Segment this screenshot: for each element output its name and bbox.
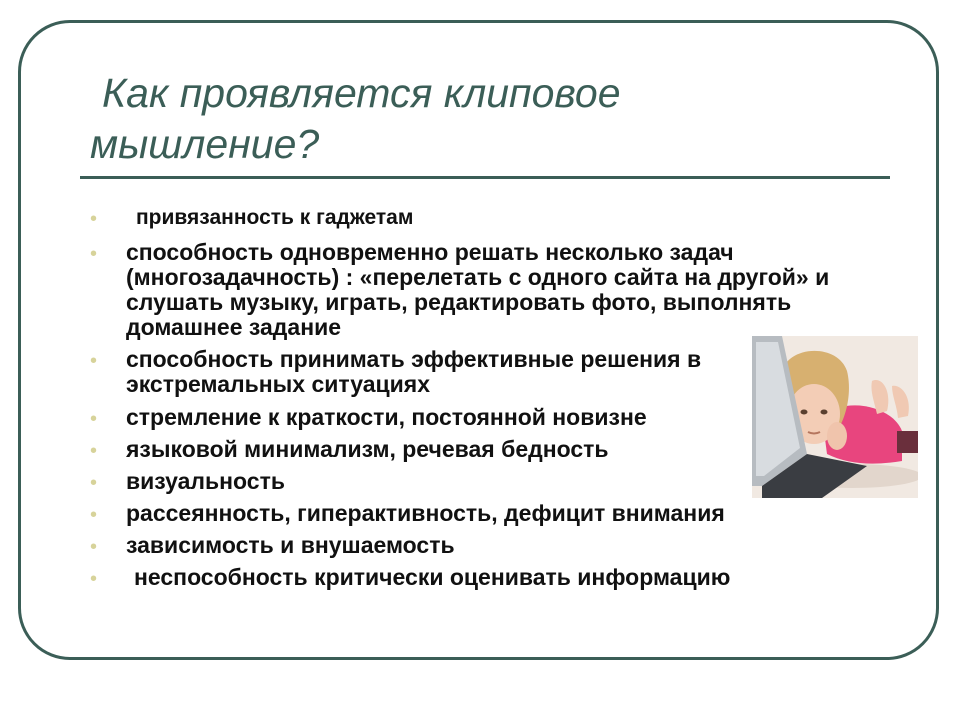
bullet-icon: •	[90, 536, 98, 558]
bullet-icon: •	[90, 568, 98, 590]
child-with-laptop-icon	[752, 336, 918, 498]
bullet-icon: •	[90, 504, 98, 526]
bullet-list	[90, 205, 850, 590]
bullet-icon: •	[90, 350, 98, 372]
bullet-icon: •	[90, 472, 98, 494]
list-item: • способность одновременно решать несколько задач (многозадачность) : «перелетать с одного сайта на другой» и слушать музыку, играть, редактировать фото, выполнять домашнее задание	[90, 239, 830, 340]
slide-title	[90, 68, 850, 170]
bullet-icon: •	[90, 243, 98, 265]
title-line-1: Как проявляется клиповое	[102, 70, 621, 116]
bullet-icon: •	[90, 440, 98, 462]
list-item: • стремление к краткости, постоянной новизне	[90, 404, 647, 430]
list-item: • зависимость и внушаемость	[90, 532, 455, 558]
list-item: • визуальность	[90, 468, 286, 494]
list-item: • привязанность к гаджетам	[90, 206, 414, 230]
list-item: • неспособность критически оценивать информацию	[90, 564, 731, 590]
bullet-icon: •	[90, 208, 98, 230]
list-item: • языковой минимализм, речевая бедность	[90, 436, 609, 462]
bullet-icon: •	[90, 408, 98, 430]
list-item: • рассеянность, гиперактивность, дефицит внимания	[90, 500, 725, 526]
title-line-2: мышление?	[90, 121, 320, 167]
list-item: • способность принимать эффективные решения в экстремальных ситуациях	[90, 346, 702, 397]
child-with-laptop-photo	[752, 336, 918, 498]
title-divider	[80, 176, 890, 179]
